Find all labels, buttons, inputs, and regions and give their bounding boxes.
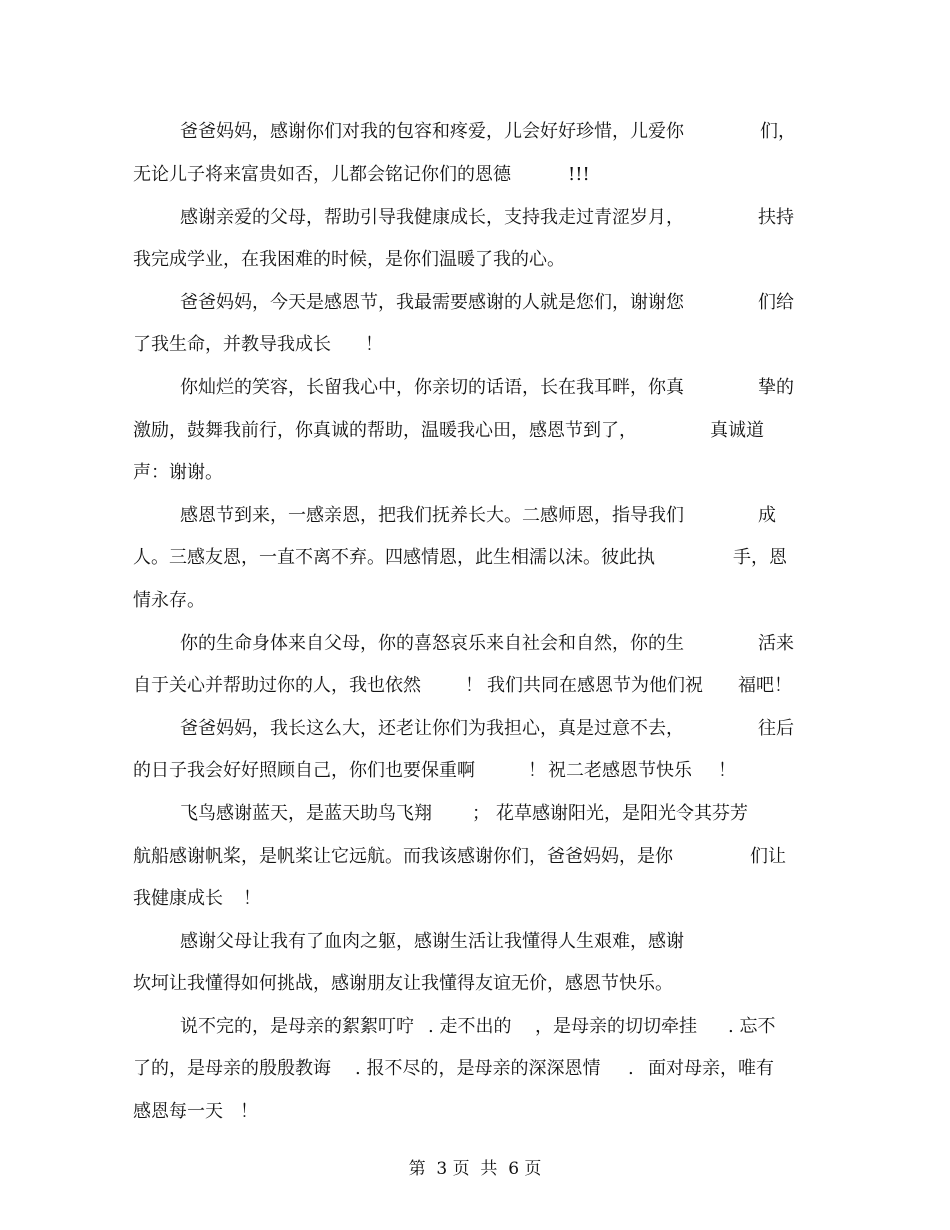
paragraph-line <box>0 969 950 999</box>
text-segment: 说不完的，是母亲的絮絮叮咛 <box>180 1016 414 1037</box>
text-segment: 感谢亲爱的父母，帮助引导我健康成长，支持我走过青涩岁月， <box>180 207 684 228</box>
text-segment: . <box>628 1058 634 1079</box>
text-segment: 航船感谢帆桨，是帆桨让它远航。而我该感谢你们，爸爸妈妈，是你 <box>133 846 673 867</box>
text-segment: ！ <box>240 1101 258 1122</box>
paragraph-line <box>0 1097 950 1127</box>
text-segment: 真诚道 <box>710 420 764 441</box>
text-segment: 了的，是母亲的殷殷教诲 <box>133 1058 331 1079</box>
text-segment: ！ <box>365 334 383 355</box>
paragraph-line <box>0 543 950 573</box>
paragraph-line <box>0 927 950 957</box>
text-segment: . 走不出的 <box>428 1016 512 1037</box>
text-segment: ，是母亲的切切牵挂 <box>535 1016 697 1037</box>
text-segment: !!! <box>568 164 590 185</box>
paragraph-line <box>0 1054 950 1084</box>
text-segment: ！ <box>528 760 546 781</box>
paragraph-line <box>0 586 950 616</box>
text-segment: 手，恩 <box>733 547 787 568</box>
text-segment: 我们共同在感恩节为他们祝 <box>487 675 703 696</box>
text-segment: 无论儿子将来富贵如否，儿都会铭记你们的恩德 <box>133 164 511 185</box>
text-segment: 你灿烂的笑容，长留我心中，你亲切的话语，长在我耳畔，你真 <box>180 377 684 398</box>
text-segment: 扶持 <box>758 207 794 228</box>
text-segment: 感恩节到来，一感亲恩，把我们抚养长大。二感师恩，指导我们 <box>180 505 684 526</box>
text-segment: 情永存。 <box>133 590 205 611</box>
text-segment: 你的生命身体来自父母，你的喜怒哀乐来自社会和自然，你的生 <box>180 633 684 654</box>
paragraph-line <box>0 1012 950 1042</box>
text-segment: 们， <box>760 121 796 142</box>
paragraph-line <box>0 501 950 531</box>
text-segment: 福吧！ <box>738 675 792 696</box>
paragraph-line <box>0 288 950 318</box>
text-segment: ； <box>472 803 490 824</box>
text-segment: 声：谢谢。 <box>133 462 223 483</box>
text-segment: . 忘不 <box>728 1016 776 1037</box>
text-segment: 激励，鼓舞我前行，你真诚的帮助，温暖我心田，感恩节到了， <box>133 420 637 441</box>
text-segment: 飞鸟感谢蓝天，是蓝天助鸟飞翔 <box>180 803 432 824</box>
paragraph-line <box>0 799 950 829</box>
text-segment: . 报不尽的，是母亲的深深恩情 <box>355 1058 601 1079</box>
text-segment: 坎坷让我懂得如何挑战，感谢朋友让我懂得友谊无价，感恩节快乐。 <box>133 973 673 994</box>
paragraph-line <box>0 160 950 190</box>
paragraph-line <box>0 373 950 403</box>
text-segment: 人。三感友恩，一直不离不弃。四感情恩，此生相濡以沫。彼此执 <box>133 547 655 568</box>
text-segment: 自于关心并帮助过你的人，我也依然 <box>133 675 421 696</box>
text-segment: 爸爸妈妈，我长这么大，还老让你们为我担心，真是过意不去， <box>180 718 684 739</box>
text-segment: 面对母亲，唯有 <box>648 1058 774 1079</box>
paragraph-line <box>0 714 950 744</box>
paragraph-line <box>0 117 950 147</box>
paragraph-line <box>0 203 950 233</box>
text-segment: 感谢父母让我有了血肉之躯，感谢生活让我懂得人生艰难，感谢 <box>180 931 684 952</box>
text-segment: ！ <box>243 888 261 909</box>
text-segment: 祝二老感恩节快乐 <box>548 760 692 781</box>
page-footer: 第 3 页 共 6 页 <box>408 1159 542 1179</box>
text-segment: 们给 <box>758 292 794 313</box>
text-segment: 爸爸妈妈，感谢你们对我的包容和疼爱，儿会好好珍惜，儿爱你 <box>180 121 684 142</box>
paragraph-line <box>0 756 950 786</box>
text-segment: 成 <box>758 505 776 526</box>
text-segment: 我完成学业，在我困难的时候，是你们温暖了我的心。 <box>133 249 565 270</box>
text-segment: ！ <box>465 675 483 696</box>
paragraph-line <box>0 884 950 914</box>
paragraph-line <box>0 330 950 360</box>
text-segment: 们让 <box>750 846 786 867</box>
paragraph-line <box>0 458 950 488</box>
paragraph-line <box>0 629 950 659</box>
paragraph-line <box>0 842 950 872</box>
text-segment: 活来 <box>758 633 794 654</box>
text-segment: ！ <box>718 760 736 781</box>
text-segment: 爸爸妈妈，今天是感恩节，我最需要感谢的人就是您们，谢谢您 <box>180 292 684 313</box>
paragraph-line <box>0 671 950 701</box>
text-segment: 我健康成长 <box>133 888 223 909</box>
text-segment: 往后 <box>758 718 794 739</box>
text-segment: 挚的 <box>758 377 794 398</box>
text-segment: 的日子我会好好照顾自己，你们也要保重啊 <box>133 760 475 781</box>
paragraph-line <box>0 245 950 275</box>
paragraph-line <box>0 416 950 446</box>
text-segment: 感恩每一天 <box>133 1101 223 1122</box>
text-segment: 花草感谢阳光，是阳光令其芬芳 <box>496 803 748 824</box>
text-segment: 了我生命，并教导我成长 <box>133 334 331 355</box>
